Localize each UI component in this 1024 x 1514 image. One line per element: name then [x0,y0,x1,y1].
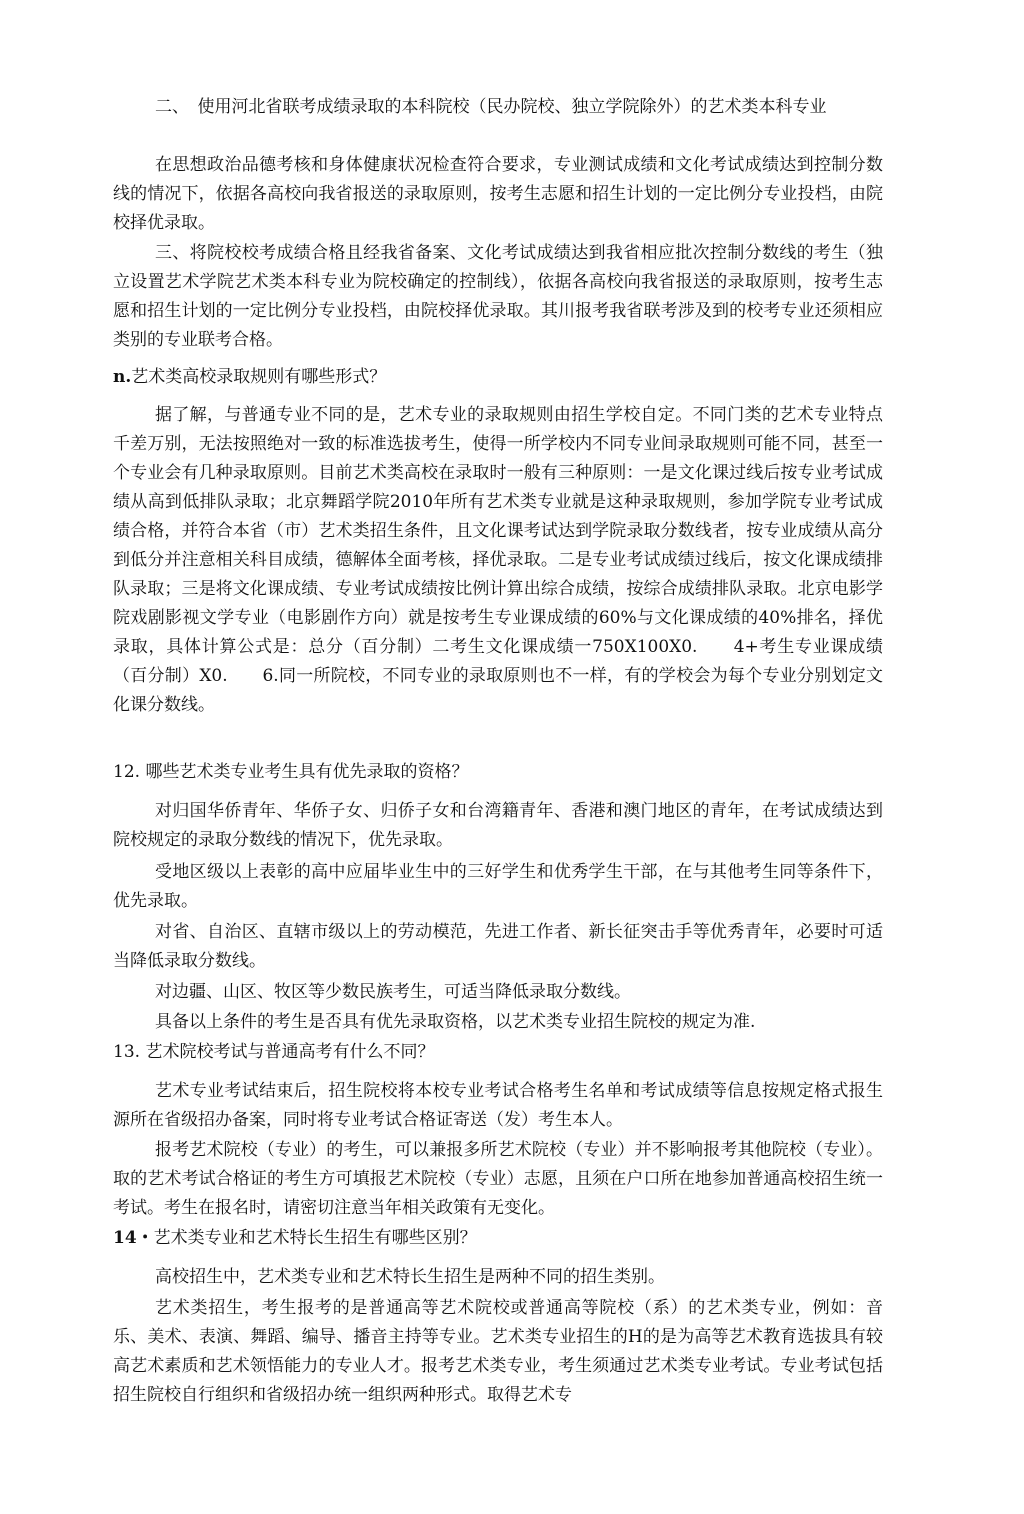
section-3-paragraph: 三、将院校校考成绩合格且经我省备案、文化考试成绩达到我省相应批次控制分数线的考生（独立设置艺术学院艺术类本科专业为院校确定的控制线），依据各高校向我省报送的录取原则，按考生志愿和招生计划的一定比例分专业投档，由院校择优录取。其川报考我省联考涉及到的校考专业还须相应类别的专业联考合格。 [113,243,883,350]
section-2-title: 二、 使用河北省联考成绩录取的本科院校（民办院校、独立学院除外）的艺术类本科专业 [155,97,827,117]
question-12-answer-1: 对归国华侨青年、华侨子女、归侨子女和台湾籍青年、香港和澳门地区的青年，在考试成绩达到院校规定的录取分数线的情况下，优先录取。 [113,801,883,850]
question-13-heading: 13. 艺术院校考试与普通高考有什么不同？ [113,1042,435,1062]
question-14-heading [113,1224,883,1253]
question-12-answer-4: 对边疆、山区、牧区等少数民族考生，可适当降低录取分数线。 [155,982,631,1002]
question-12-answer-3: 对省、自治区、直辖市级以上的劳动模范，先进工作者、新长征突击手等优秀青年，必要时可适当降低录取分数线。 [113,922,883,971]
question-14-number: 14・ [113,1228,154,1248]
question-13-answer-1: 艺术专业考试结束后，招生院校将本校专业考试合格考生名单和考试成绩等信息按规定格式报生源所在省级招办备案，同时将专业考试合格证寄送（发）考生本人。 [113,1081,883,1130]
question-11-text: 艺术类高校录取规则有哪些形式？ [131,367,387,387]
question-12-answer-5: 具备以上条件的考生是否具有优先录取资格，以艺术类专业招生院校的规定为准. [155,1012,756,1032]
question-12-answer-2: 受地区级以上表彰的高中应届毕业生中的三好学生和优秀学生干部，在与其他考生同等条件下，优先录取。 [113,862,883,911]
question-14-answer-1: 高校招生中，艺术类专业和艺术特长生招生是两种不同的招生类别。 [155,1267,665,1287]
question-13-answer-2: 报考艺术院校（专业）的考生，可以兼报多所艺术院校（专业）并不影响报考其他院校（专业）。取的艺术考试合格证的考生方可填报艺术院校（专业）志愿，且须在户口所在地参加普通高校招生统一考试。考生在报名时，请密切注意当年相关政策有无变化。 [113,1140,883,1218]
question-12-heading: 12. 哪些艺术类专业考生具有优先录取的资格？ [113,762,469,782]
question-11-heading [113,363,883,392]
section-2-paragraph: 在思想政治品德考核和身体健康状况检查符合要求，专业测试成绩和文化考试成绩达到控制分数线的情况下，依据各高校向我省报送的录取原则，按考生志愿和招生计划的一定比例分专业投档，由院校择优录取。 [113,155,883,233]
question-11-answer: 据了解，与普通专业不同的是，艺术专业的录取规则由招生学校自定。不同门类的艺术专业特点千差万别，无法按照绝对一致的标准选拔考生，使得一所学校内不同专业间录取规则可能不同，甚至一个专业会有几种录取原则。目前艺术类高校在录取时一般有三种原则：一是文化课过线后按专业考试成绩从高到低排队录取；北京舞蹈学院2010年所有艺术类专业就是这种录取规则，参加学院专业考试成绩合格，并符合本省（市）艺术类招生条件，且文化课考试达到学院录取分数线者，按专业成绩从高分到低分并注意相关科目成绩，德解体全面考核，择优录取。二是专业考试成绩过线后，按文化课成绩排队录取；三是将文化课成绩、专业考试成绩按比例计算出综合成绩，按综合成绩排队录取。北京电影学院戏剧影视文学专业（电影剧作方向）就是按考生专业课成绩的60%与文化课成绩的40%排名，择优录取，具体计算公式是：总分（百分制）二考生文化课成绩一750X100X0. 4+考生专业课成绩（百分制）X0. 6.同一所院校，不同专业的录取原则也不一样，有的学校会为每个专业分别划定文化课分数线。 [113,405,883,715]
question-14-text: 艺术类专业和艺术特长生招生有哪些区别？ [153,1228,477,1248]
question-11-number: n. [113,367,132,387]
question-14-answer-2: 艺术类招生，考生报考的是普通高等艺术院校或普通高等院校（系）的艺术类专业，例如：音乐、美术、表演、舞蹈、编导、播音主持等专业。艺术类专业招生的H的是为高等艺术教育选拔具有较高艺术素质和艺术领悟能力的专业人才。报考艺术类专业，考生须通过艺术类专业考试。专业考试包括招生院校自行组织和省级招办统一组织两种形式。取得艺术专 [113,1298,883,1405]
